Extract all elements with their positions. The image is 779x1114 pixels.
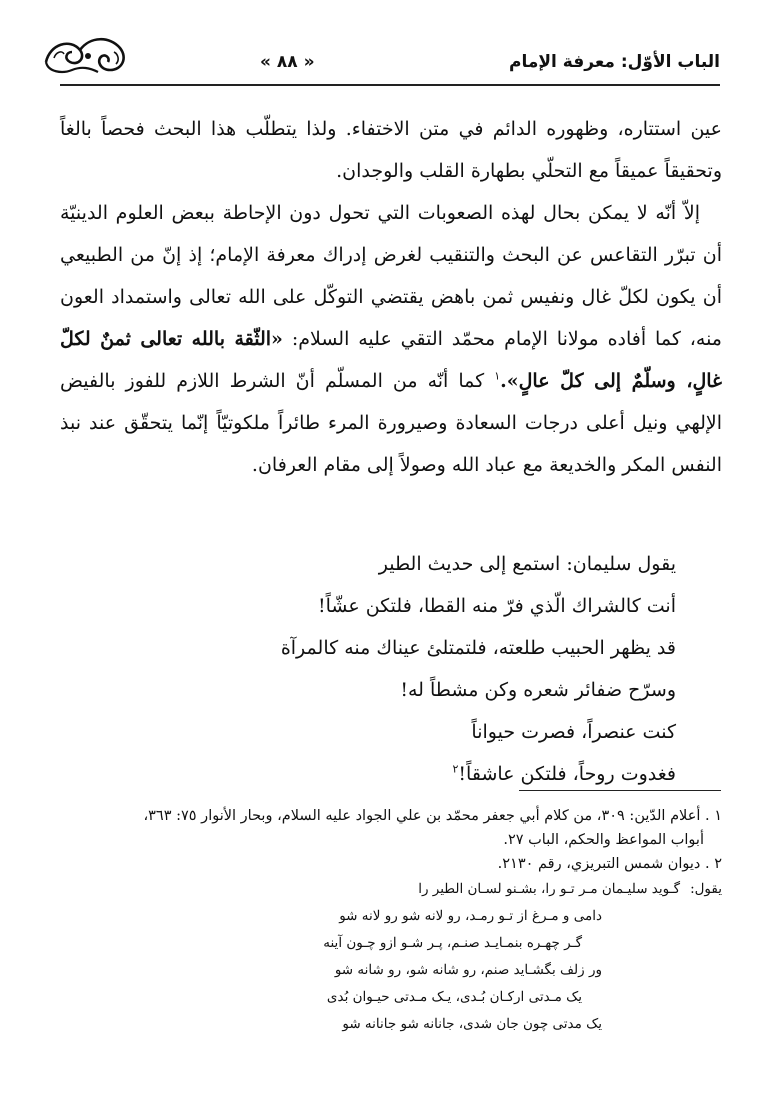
chapter-title: الباب الأوّل: معرفة الإمام xyxy=(509,52,720,72)
paragraph-text: إلاّ أنّه لا يمكن بحال لهذه الصعوبات التي تحول دون الإحاطة ببعض العلوم الدينيّة أن تبرّر التقاعس عن البحث والتنقيب لغرض إدراك معرفة الإمام؛ إذ إنّ من الطبيعي أن يكون لكلّ غال ونفيس ثمن باهض يقتضي التوكّل على الله تعالى واستمداد العون منه، كما أفاده مولانا الإمام محمّد التقي عليه السلام: xyxy=(60,202,722,350)
page-header xyxy=(60,40,720,90)
footnote-marker: ٢ xyxy=(452,762,459,776)
footnote-divider xyxy=(519,790,721,791)
paragraph xyxy=(60,192,722,486)
page-number: « ٨٨ » xyxy=(260,52,315,72)
persian-verses xyxy=(60,876,722,1038)
persian-line: ور زلف بگشـايد صنم، رو شانه شو، رو شانه شو xyxy=(334,962,602,978)
persian-label: يقول: xyxy=(690,881,722,897)
poem-line xyxy=(116,753,676,795)
footnote-1-continued: أبواب المواعظ والحكم، الباب ٢٧. xyxy=(503,832,704,848)
persian-line: گـر چهـره بنمـايـد صنـم، پـر شـو ازو چـون آينه xyxy=(323,935,582,951)
main-text xyxy=(60,108,722,486)
poem-line: قد يظهر الحبيب طلعته، فلتمتلئ عيناك منه كالمرآة xyxy=(280,637,676,659)
persian-line xyxy=(60,876,722,903)
poem-line-text: فغدوت روحاً، فلتكن عاشقاً! xyxy=(458,763,676,785)
header-divider xyxy=(60,84,720,86)
poem xyxy=(116,543,676,795)
persian-line: يک مدتی چون جان شدی، جانانه شو جانانه شو xyxy=(342,1016,602,1032)
poem-line: كنت عنصراً، فصرت حيواناً xyxy=(471,721,676,743)
persian-line-text: گـويد سليـمان مـر تـو را، بشـنو لسـان الطير را xyxy=(418,881,680,897)
footnotes xyxy=(60,804,722,1038)
persian-line: دامی و مـرغ از تـو رمـد، رو لانه شو رو لانه شو xyxy=(339,908,602,924)
ornament-icon xyxy=(40,32,132,78)
paragraph-text: كما أنّه من المسلّم أنّ الشرط اللازم للفوز بالفيض الإلهي ونيل أعلى درجات السعادة وصيرورة المرء طائراً ملكوتيّاً إنّما يتحقّق عند نبذ النفس المكر والخديعة مع عباد الله وصولاً إلى مقام العرفان. xyxy=(60,370,722,476)
poem-line: أنت كالشراك الّذي فرّ منه القطا، فلتكن عشّاً! xyxy=(317,595,676,617)
paragraph: عين استتاره، وظهوره الدائم في متن الاختفاء. ولذا يتطلّب هذا البحث فحصاً بالغاً وتحقيقاً عميقاً مع التحلّي بطهارة القلب والوجدان. xyxy=(60,118,722,182)
poem-line: يقول سليمان: استمع إلى حديث الطير xyxy=(378,553,676,575)
persian-line: يک مـدتی ارکـان بُـدی، يـک مـدتی حيـوان بُدی xyxy=(326,989,582,1005)
hadith-quote: «الثّقة بالله تعالى ثمنٌ لكلّ غالٍ، وسلّمٌ إلى كلّ عالٍ». xyxy=(60,328,722,392)
footnote-2: ٢ . ديوان شمس التبريزي، رقم ٢١٣٠. xyxy=(497,856,722,872)
footnote-1: ١ . أعلام الدّين: ٣٠٩، من كلام أبي جعفر محمّد بن علي الجواد عليه السلام، وبحار الأنوار ٧٥: ٣٦٣، xyxy=(143,808,722,824)
poem-line: وسرّح ضفائر شعره وكن مشطاً له! xyxy=(400,679,676,701)
footnote-marker: ١ xyxy=(494,369,501,383)
